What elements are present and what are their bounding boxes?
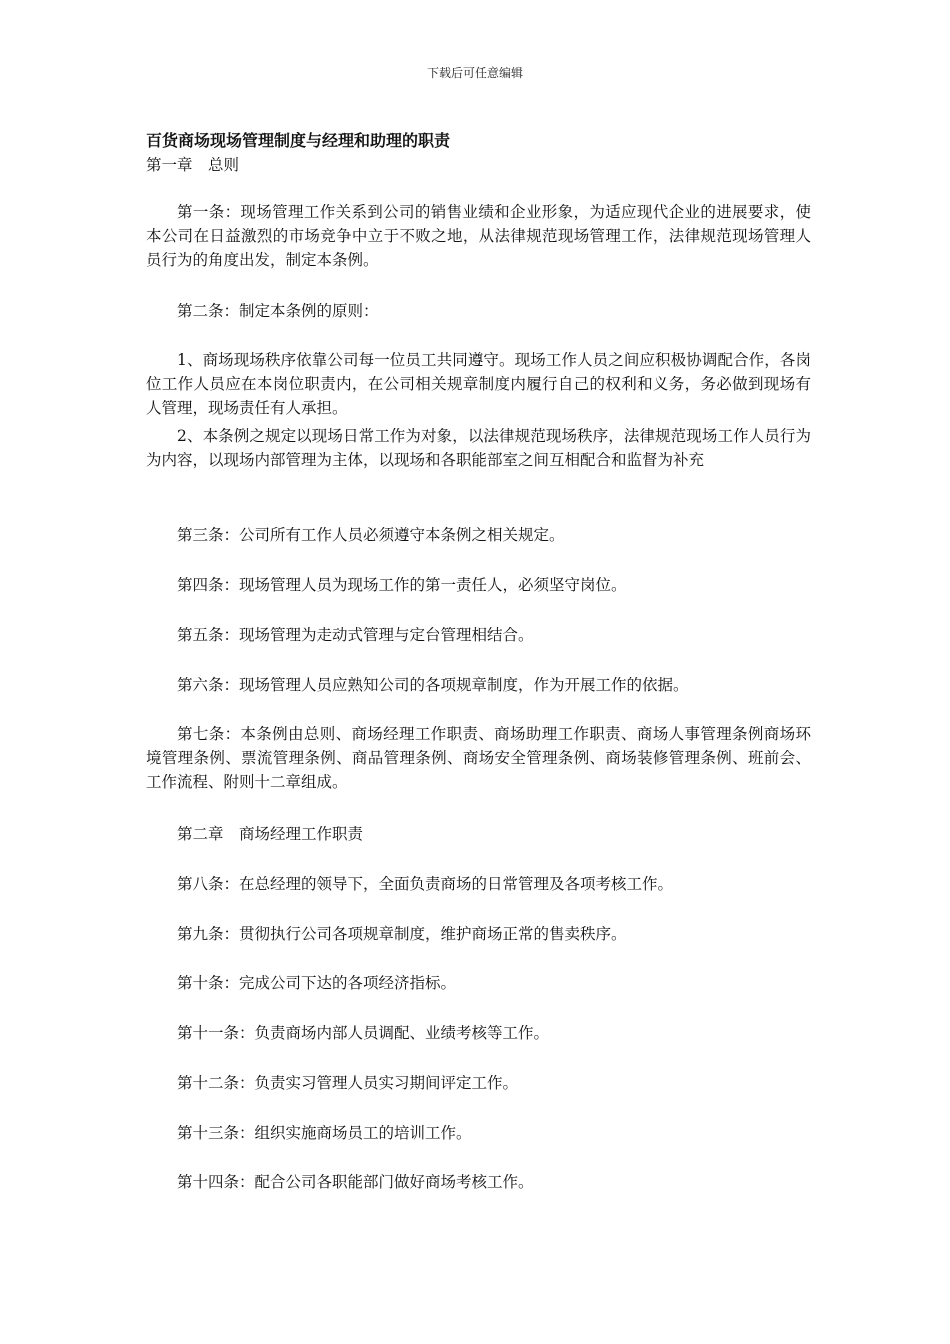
paragraph: 第二条：制定本条例的原则： — [177, 302, 379, 320]
paragraph: 第一条：现场管理工作关系到公司的销售业绩和企业形象，为适应现代企业的进展要求，使本公司在日益激烈的市场竞争中立于不败之地，从法律规范现场管理工作，法律规范现场管理人员行为的角度出发，制定本条例。 — [146, 203, 811, 269]
paragraph: 1、商场现场秩序依靠公司每一位员工共同遵守。现场工作人员之间应积极协调配合作，各岗位工作人员应在本岗位职责内，在公司相关规章制度内履行自己的权利和义务，务必做到现场有人管理，现场责任有人承担。 — [146, 351, 811, 417]
paragraph: 2、本条例之规定以现场日常工作为对象，以法律规范现场秩序，法律规范现场工作人员行为为内容，以现场内部管理为主体，以现场和各职能部室之间互相配合和监督为补充 — [146, 427, 811, 469]
paragraph: 第四条：现场管理人员为现场工作的第一责任人，必须坚守岗位。 — [177, 576, 627, 594]
paragraph: 第五条：现场管理为走动式管理与定台管理相结合。 — [177, 626, 534, 644]
paragraph: 第九条：贯彻执行公司各项规章制度，维护商场正常的售卖秩序。 — [177, 925, 627, 943]
page-header: 下载后可任意编辑 — [426, 66, 523, 80]
paragraph: 第十二条：负责实习管理人员实习期间评定工作。 — [177, 1074, 519, 1092]
paragraph: 第六条：现场管理人员应熟知公司的各项规章制度，作为开展工作的依据。 — [177, 676, 689, 694]
paragraph: 第三条：公司所有工作人员必须遵守本条例之相关规定。 — [177, 526, 565, 544]
chapter-heading: 第一章 总则 — [146, 156, 240, 174]
paragraph: 第七条：本条例由总则、商场经理工作职责、商场助理工作职责、商场人事管理条例商场环境管理条例、票流管理条例、商品管理条例、商场安全管理条例、商场装修管理条例、班前会、工作流程、附则十二章组成。 — [146, 725, 811, 791]
paragraph: 第十条：完成公司下达的各项经济指标。 — [177, 974, 457, 992]
document-title: 百货商场现场管理制度与经理和助理的职责 — [146, 131, 451, 150]
paragraph: 第十一条：负责商场内部人员调配、业绩考核等工作。 — [177, 1024, 550, 1042]
chapter-heading: 第二章 商场经理工作职责 — [177, 825, 364, 843]
paragraph: 第八条：在总经理的领导下，全面负责商场的日常管理及各项考核工作。 — [177, 875, 674, 893]
paragraph: 第十四条：配合公司各职能部门做好商场考核工作。 — [177, 1173, 534, 1191]
paragraph: 第十三条：组织实施商场员工的培训工作。 — [177, 1124, 472, 1142]
